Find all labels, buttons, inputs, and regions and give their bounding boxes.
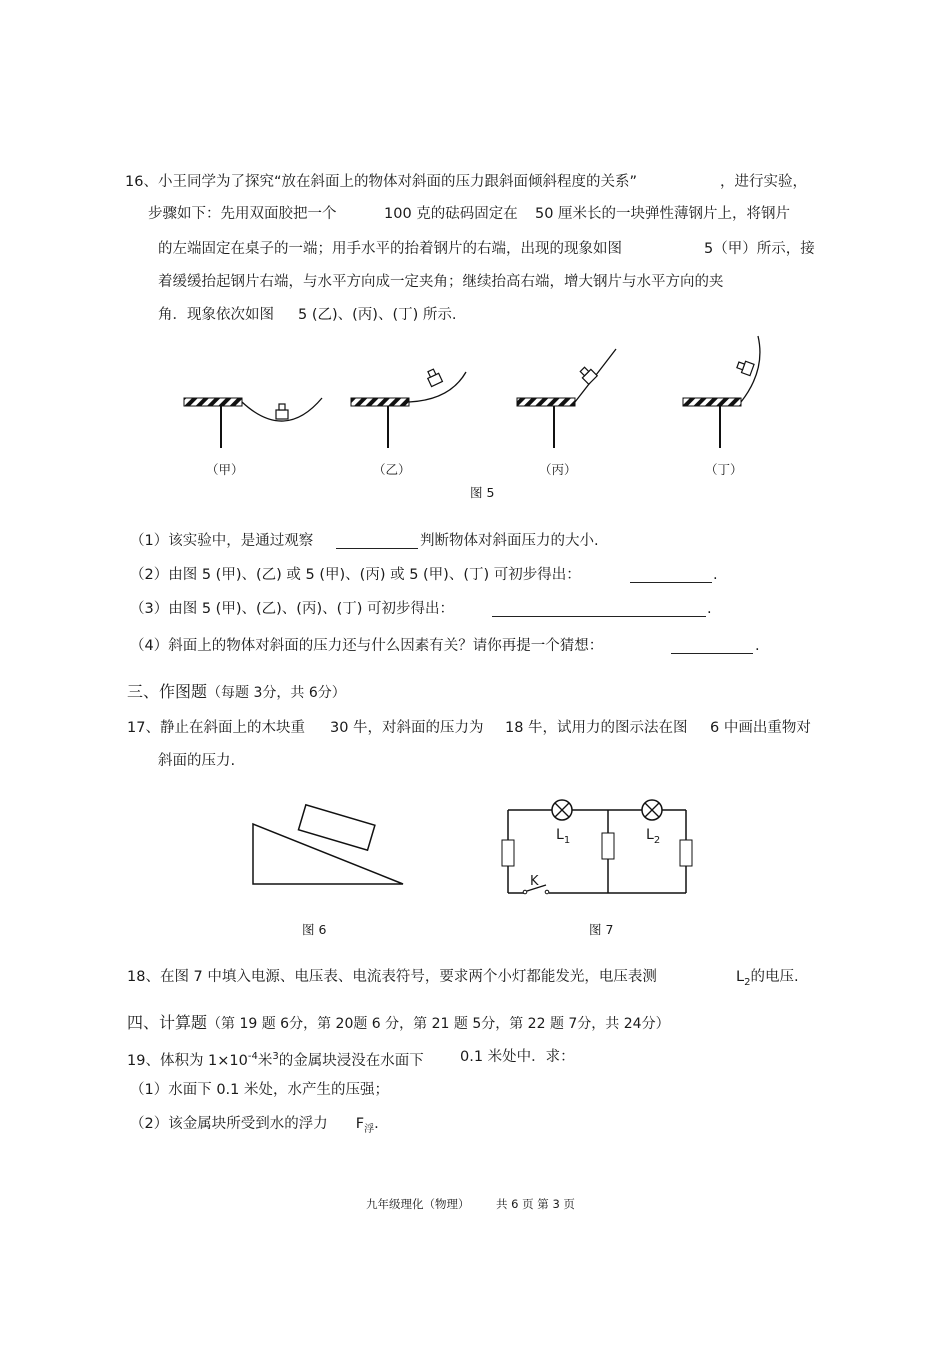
q16-sub3b: . xyxy=(707,601,712,617)
q19-sub1: （1）水面下 0.1 米处，水产生的压强； xyxy=(130,1082,390,1098)
q16-line2b: 100 克的砝码固定在 xyxy=(384,206,518,222)
q17-line1: 17、静止在斜面上的木块重 xyxy=(127,720,305,736)
q17-line1c: 18 牛，试用力的图示法在图 xyxy=(505,720,688,736)
q16-sub4b: . xyxy=(755,638,760,654)
q16-line2: 步骤如下：先用双面胶把一个 xyxy=(148,206,337,222)
fig5-yi xyxy=(351,368,466,448)
q16-line3b: 5（甲）所示，接 xyxy=(704,241,815,257)
section-4-title: 四、计算题 xyxy=(127,1013,208,1032)
q16-sub2: （2）由图 5 (甲)、(乙) 或 5 (甲)、(丙) 或 5 (甲)、(丁) 可初步得出： xyxy=(130,567,581,583)
q16-sub1b: 判断物体对斜面压力的大小. xyxy=(420,533,599,549)
q16-sub3: （3）由图 5 (甲)、(乙)、(丙)、(丁) 可初步得出： xyxy=(130,601,455,617)
q16-line3: 的左端固定在桌子的一端；用手水平的抬着钢片的右端，出现的现象如图 xyxy=(158,241,622,257)
section-4-heading xyxy=(127,1013,670,1034)
q19-line1 xyxy=(127,1048,424,1070)
fig5-label-jia: （甲） xyxy=(206,462,244,477)
lamp-l1-label xyxy=(556,826,570,850)
lamp-l2-symbol xyxy=(642,800,662,820)
lamp-l1-letter: L xyxy=(556,827,564,843)
q17-line1d: 6 中画出重物对 xyxy=(710,720,811,736)
footer-subject: 九年级理化（物理） xyxy=(366,1197,470,1211)
blank-box-middle[interactable] xyxy=(602,833,614,859)
figure-7-circuit xyxy=(498,797,698,897)
q16-line5: 角．现象依次如图 xyxy=(158,307,274,323)
q16-sub2b: . xyxy=(713,567,718,583)
blank-box-right[interactable] xyxy=(680,840,692,866)
blank-box-left[interactable] xyxy=(502,840,514,866)
lamp-l1-symbol xyxy=(552,800,572,820)
q18-line1b: 的电压. xyxy=(750,969,799,985)
q16-sub1-blank[interactable] xyxy=(336,534,418,549)
q19-unit: 米 xyxy=(257,1052,273,1069)
section-3-title: 三、作图题 xyxy=(127,682,208,701)
wooden-block xyxy=(298,805,374,850)
fig5-jia xyxy=(184,398,322,448)
lamp-l2-letter: L xyxy=(646,827,654,843)
q19-volume: 19、体积为 1×10 xyxy=(127,1052,248,1069)
fig5-caption: 图 5 xyxy=(470,485,495,500)
q19-sub2-symbol: F xyxy=(355,1116,365,1132)
switch-k-label: K xyxy=(530,874,539,889)
q19-sub2-text: （2）该金属块所受到水的浮力 xyxy=(130,1116,328,1132)
q17-line2: 斜面的压力. xyxy=(158,753,236,769)
q17-line1b: 30 牛，对斜面的压力为 xyxy=(330,720,484,736)
fig7-caption: 图 7 xyxy=(589,922,614,937)
q18-line1: 18、在图 7 中填入电源、电压表、电流表符号，要求两个小灯都能发光，电压表测 xyxy=(127,969,657,985)
q18-l2-sub: 2 xyxy=(744,976,751,988)
q16-sub2-blank[interactable] xyxy=(630,568,712,583)
q16-sub3-blank[interactable] xyxy=(492,602,706,617)
fig5-ding xyxy=(683,336,760,448)
q19-line1d: 0.1 米处中．求： xyxy=(460,1049,575,1065)
q19-sub2 xyxy=(130,1115,379,1139)
q19-exp: -4 xyxy=(247,1051,258,1062)
section-3-note: （每题 3分，共 6分） xyxy=(207,685,346,701)
q18-l2 xyxy=(736,968,799,992)
fig5-label-ding: （丁） xyxy=(705,462,743,477)
q16-sub4-blank[interactable] xyxy=(671,639,753,654)
q16-line2c: 50 厘米长的一块弹性薄钢片上，将钢片 xyxy=(535,206,791,222)
q16-line4: 着缓缓抬起钢片右端，与水平方向成一定夹角；继续抬高右端，增大钢片与水平方向的夹 xyxy=(158,274,724,290)
q19-exp2: 3 xyxy=(272,1051,279,1062)
q19-sub2-period: . xyxy=(374,1116,379,1132)
q19-line1c: 的金属块浸没在水面下 xyxy=(278,1052,424,1069)
q16-line1-text: 16、小王同学为了探究“放在斜面上的物体对斜面的压力跟斜面倾斜程度的关系” xyxy=(125,174,637,190)
fig5-label-bing: （丙） xyxy=(539,462,577,477)
q16-line5b: 5 (乙)、(丙)、(丁) 所示. xyxy=(298,307,457,323)
figure-5 xyxy=(0,330,950,460)
fig5-label-yi: （乙） xyxy=(373,462,411,477)
figure-6 xyxy=(245,800,425,910)
footer-page: 共 6 页 第 3 页 xyxy=(496,1197,575,1211)
q16-line1 xyxy=(125,173,637,191)
lamp-l2-sub: 2 xyxy=(653,834,661,846)
fig5-bing xyxy=(517,349,616,448)
section-4-note: （第 19 题 6分，第 20题 6 分，第 21 题 5分，第 22 题 7分，共 24分） xyxy=(207,1016,670,1032)
q18-l2-letter: L xyxy=(736,969,745,985)
lamp-l2-label xyxy=(646,826,660,850)
fig6-caption: 图 6 xyxy=(302,922,327,937)
section-3-heading xyxy=(127,682,346,703)
q16-sub1: （1）该实验中，是通过观察 xyxy=(130,533,314,549)
q19-sub2-subscript: 浮 xyxy=(364,1123,375,1135)
q16-sub4: （4）斜面上的物体对斜面的压力还与什么因素有关？请你再提一个猜想： xyxy=(130,638,604,654)
lamp-l1-sub: 1 xyxy=(563,834,571,846)
q16-line1b: ，进行实验， xyxy=(720,174,807,190)
